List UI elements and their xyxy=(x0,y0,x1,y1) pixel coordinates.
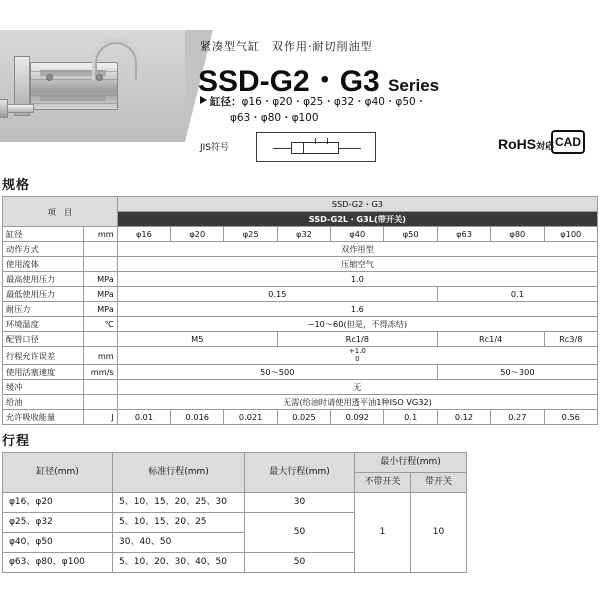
spec-row-label: 环境温度 xyxy=(3,317,84,332)
tolerance-stack xyxy=(349,348,366,363)
rohs-badge-text: RoHS xyxy=(498,136,537,152)
stroke-header-row-1 xyxy=(3,453,467,473)
cylinder-rod-end-illustration xyxy=(0,99,8,118)
rohs-badge xyxy=(498,136,554,152)
spec-row-unit: J xyxy=(83,410,117,425)
spec-bore-value-0: φ16 xyxy=(117,227,170,242)
spec-row-unit: MPa xyxy=(83,272,117,287)
stroke-bore: φ25、φ32 xyxy=(3,513,113,533)
spec-row-tolerance xyxy=(117,347,597,365)
header-supertitle: 紧凑型气缸 双作用·耐切削油型 xyxy=(200,40,373,53)
spec-row-unit: ℃ xyxy=(83,317,117,332)
spec-row xyxy=(3,287,598,302)
spec-row xyxy=(3,227,598,242)
spec-row-value: 无 xyxy=(117,380,597,395)
spec-bore-value-1: φ20 xyxy=(171,227,224,242)
bore-line1: φ16・φ20・φ25・φ32・φ40・φ50・ xyxy=(241,96,427,108)
spec-col-item: 项 目 xyxy=(3,197,118,227)
spec-row-value-1: 50～300 xyxy=(437,365,597,380)
header-banner xyxy=(0,0,600,172)
spec-row-value: −10～60(但是，不得冻结) xyxy=(117,317,597,332)
spec-row-label: 最低使用压力 xyxy=(3,287,84,302)
tolerance-upper: +1.0 xyxy=(348,347,366,355)
triangle-bullet-icon xyxy=(200,96,207,104)
stroke-table xyxy=(2,452,467,573)
spec-row-unit xyxy=(83,332,117,347)
spec-row-label: 动作方式 xyxy=(3,242,84,257)
spec-row-label: 最高使用压力 xyxy=(3,272,84,287)
spec-row-label: 缸径 xyxy=(3,227,84,242)
spec-row-label: 耐压力 xyxy=(3,302,84,317)
spec-section-title: 规格 xyxy=(2,178,31,193)
spec-row-value-7: 0.27 xyxy=(491,410,544,425)
spec-bore-value-3: φ32 xyxy=(277,227,330,242)
spec-row-value-1: Rc1/8 xyxy=(277,332,437,347)
cylinder-port2-icon xyxy=(96,74,103,81)
spec-row xyxy=(3,272,598,287)
spec-row-value-0: 50～500 xyxy=(117,365,437,380)
spec-bore-value-6: φ63 xyxy=(437,227,490,242)
spec-row-value: 无需(给油时请使用透平油1种ISO VG32) xyxy=(117,395,597,410)
spec-row-value-3: 0.025 xyxy=(277,410,330,425)
stroke-col-max: 最大行程(mm) xyxy=(245,453,355,493)
stroke-col-min-with: 带开关 xyxy=(411,473,467,493)
spec-bore-value-2: φ25 xyxy=(224,227,277,242)
spec-row xyxy=(3,395,598,410)
spec-bore-value-8: φ100 xyxy=(544,227,597,242)
spec-row-label: 缓冲 xyxy=(3,380,84,395)
spec-header-row-1 xyxy=(3,197,598,212)
spec-row-value-1: 0.016 xyxy=(171,410,224,425)
bore-list xyxy=(200,94,530,126)
stroke-bore: φ63、φ80、φ100 xyxy=(3,553,113,573)
spec-row-label: 行程允许误差 xyxy=(3,347,84,365)
spec-row-value-4: 0.092 xyxy=(331,410,384,425)
spec-row-value: 压缩空气 xyxy=(117,257,597,272)
spec-row xyxy=(3,257,598,272)
specifications-table xyxy=(2,196,598,425)
spec-row-unit: mm xyxy=(83,347,117,365)
spec-row-value: 1.0 xyxy=(117,272,597,287)
spec-row-value-2: 0.021 xyxy=(224,410,277,425)
stroke-max: 50 xyxy=(245,513,355,553)
spec-row-value-0: M5 xyxy=(117,332,277,347)
bore-line2: φ63・φ80・φ100 xyxy=(230,112,319,124)
stroke-col-bore: 缸径(mm) xyxy=(3,453,113,493)
spec-row xyxy=(3,317,598,332)
spec-bore-value-7: φ80 xyxy=(491,227,544,242)
stroke-bore: φ40、φ50 xyxy=(3,533,113,553)
stroke-section-title: 行程 xyxy=(2,434,31,449)
page-title-series: Series xyxy=(388,76,440,95)
spec-row-label: 配管口径 xyxy=(3,332,84,347)
spec-row-unit xyxy=(83,257,117,272)
spec-row-label: 使用流体 xyxy=(3,257,84,272)
spec-row-value-8: 0.56 xyxy=(544,410,597,425)
jis-label: JIS符号 xyxy=(200,143,230,153)
spec-group-header-2: SSD-G2L・G3L(带开关) xyxy=(117,212,597,227)
spec-row xyxy=(3,302,598,317)
stroke-col-min-group: 最小行程(mm) xyxy=(355,453,467,473)
spec-row-value-3: Rc3/8 xyxy=(544,332,597,347)
spec-row-unit xyxy=(83,242,117,257)
stroke-standard: 5、10、15、20、25 xyxy=(113,513,245,533)
spec-row-label: 给油 xyxy=(3,395,84,410)
spec-row-label: 允许吸收能量 xyxy=(3,410,84,425)
cylinder-slot2-illustration xyxy=(40,96,106,101)
spec-row-value-5: 0.1 xyxy=(384,410,437,425)
bore-label: 缸径： xyxy=(210,96,242,108)
spec-row-value-1: 0.1 xyxy=(437,287,597,302)
spec-row-value-0: 0.01 xyxy=(117,410,170,425)
stroke-row xyxy=(3,493,467,513)
stroke-min-without: 1 xyxy=(355,493,411,573)
spec-row-value-0: 0.15 xyxy=(117,287,437,302)
spec-row-value-6: 0.12 xyxy=(437,410,490,425)
spec-group-header-1: SSD-G2・G3 xyxy=(117,197,597,212)
jis-symbol-icon xyxy=(273,142,361,154)
spec-row-label: 使用活塞速度 xyxy=(3,365,84,380)
spec-bore-value-4: φ40 xyxy=(331,227,384,242)
cylinder-port-icon xyxy=(46,74,53,81)
spec-row-unit xyxy=(83,395,117,410)
stroke-max: 50 xyxy=(245,553,355,573)
tolerance-lower: 0 xyxy=(355,354,360,363)
spec-bore-value-5: φ50 xyxy=(384,227,437,242)
stroke-max: 30 xyxy=(245,493,355,513)
page-title-model: SSD-G2・G3 xyxy=(198,65,380,98)
stroke-col-standard: 标准行程(mm) xyxy=(113,453,245,493)
spec-row-unit xyxy=(83,380,117,395)
stroke-bore: φ16、φ20 xyxy=(3,493,113,513)
spec-row xyxy=(3,242,598,257)
spec-row xyxy=(3,380,598,395)
spec-row xyxy=(3,332,598,347)
stroke-standard: 5、10、15、20、25、30 xyxy=(113,493,245,513)
spec-row-unit: mm xyxy=(83,227,117,242)
spec-row-value-2: Rc1/4 xyxy=(437,332,544,347)
spec-row xyxy=(3,410,598,425)
stroke-standard: 30、40、50 xyxy=(113,533,245,553)
spec-row-unit: mm/s xyxy=(83,365,117,380)
stroke-min-with: 10 xyxy=(411,493,467,573)
stroke-standard: 5、10、20、30、40、50 xyxy=(113,553,245,573)
spec-row-value: 1.6 xyxy=(117,302,597,317)
spec-row-unit: MPa xyxy=(83,302,117,317)
spec-row-value: 双作用型 xyxy=(117,242,597,257)
cad-badge: CAD xyxy=(551,130,585,154)
spec-row-unit: MPa xyxy=(83,287,117,302)
spec-row xyxy=(3,347,598,365)
spec-row xyxy=(3,365,598,380)
stroke-col-min-without: 不带开关 xyxy=(355,473,411,493)
jis-symbol-box xyxy=(256,132,376,162)
rohs-badge-sub: 対応 xyxy=(536,141,555,151)
